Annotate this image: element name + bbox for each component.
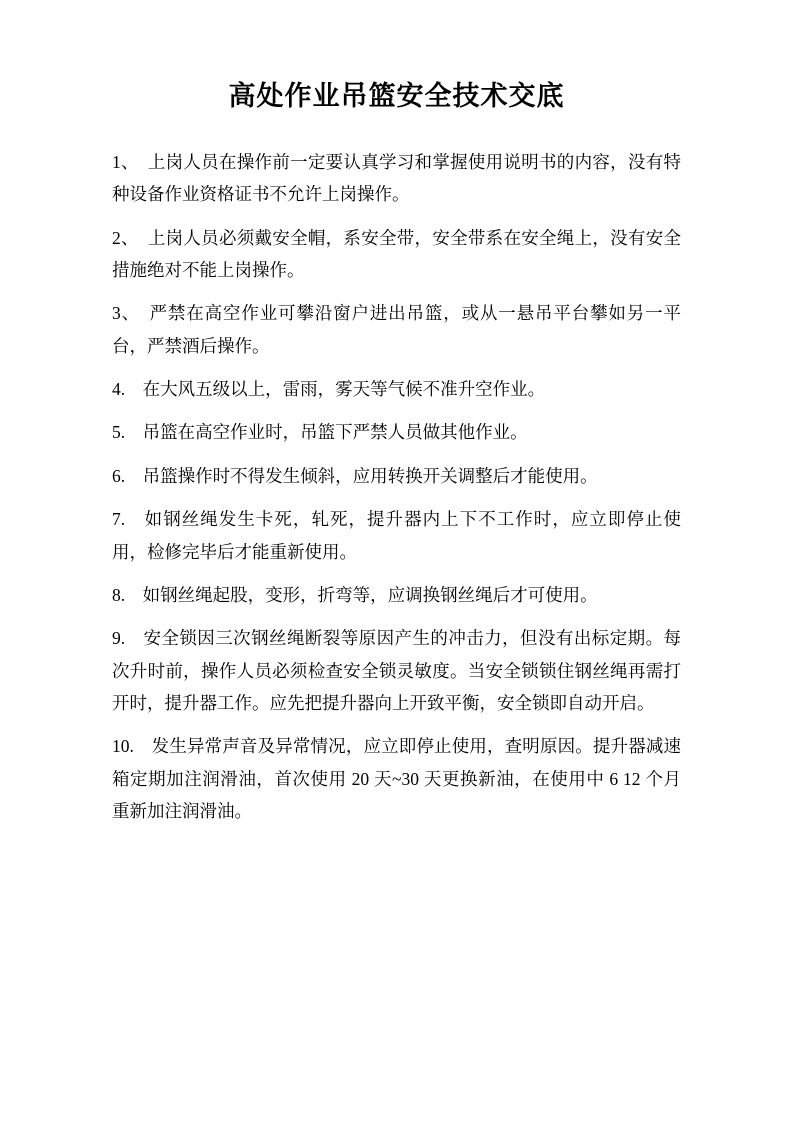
document-body xyxy=(112,146,681,828)
paragraph-6: 6. 吊篮操作时不得发生倾斜，应用转换开关调整后才能使用。 xyxy=(112,465,598,486)
paragraph-3: 3、 严禁在高空作业可攀沿窗户进出吊篮，或从一悬吊平台攀如另一平台，严禁酒后操作。 xyxy=(112,303,681,356)
page-title: 高处作业吊篮安全技术交底 xyxy=(228,81,565,111)
paragraph-7: 7. 如钢丝绳发生卡死，轧死，提升器内上下不工作时，应立即停止使用，检修完毕后才能重新使用。 xyxy=(112,509,681,562)
paragraph-1: 1、 上岗人员在操作前一定要认真学习和掌握使用说明书的内容，没有特种设备作业资格证书不允许上岗操作。 xyxy=(112,151,681,205)
paragraph-9: 9. 安全锁因三次钢丝绳断裂等原因产生的冲击力，但没有出标定期。每次升时前，操作人员必须检查安全锁灵敏度。当安全锁锁住钢丝绳再需打开时，提升器工作。应先把提升器向上开致平衡，安全锁即自动开启。 xyxy=(112,628,681,714)
paragraph-2: 2、 上岗人员必须戴安全帽，系安全带，安全带系在安全绳上，没有安全措施绝对不能上岗操作。 xyxy=(112,227,681,280)
paragraph-4: 4. 在大风五级以上，雷雨，雾天等气候不准升空作业。 xyxy=(112,379,546,400)
paragraph-5: 5. 吊篮在高空作业时，吊篮下严禁人员做其他作业。 xyxy=(112,422,528,443)
paragraph-8: 8. 如钢丝绳起股，变形，折弯等，应调换钢丝绳后才可使用。 xyxy=(112,584,598,605)
paragraph-10: 10. 发生异常声音及异常情况，应立即停止使用，查明原因。提升器减速箱定期加注润滑油，首次使用 20 天~30 天更换新油，在使用中 6 12 个月重新加注润滑油。 xyxy=(112,736,681,822)
